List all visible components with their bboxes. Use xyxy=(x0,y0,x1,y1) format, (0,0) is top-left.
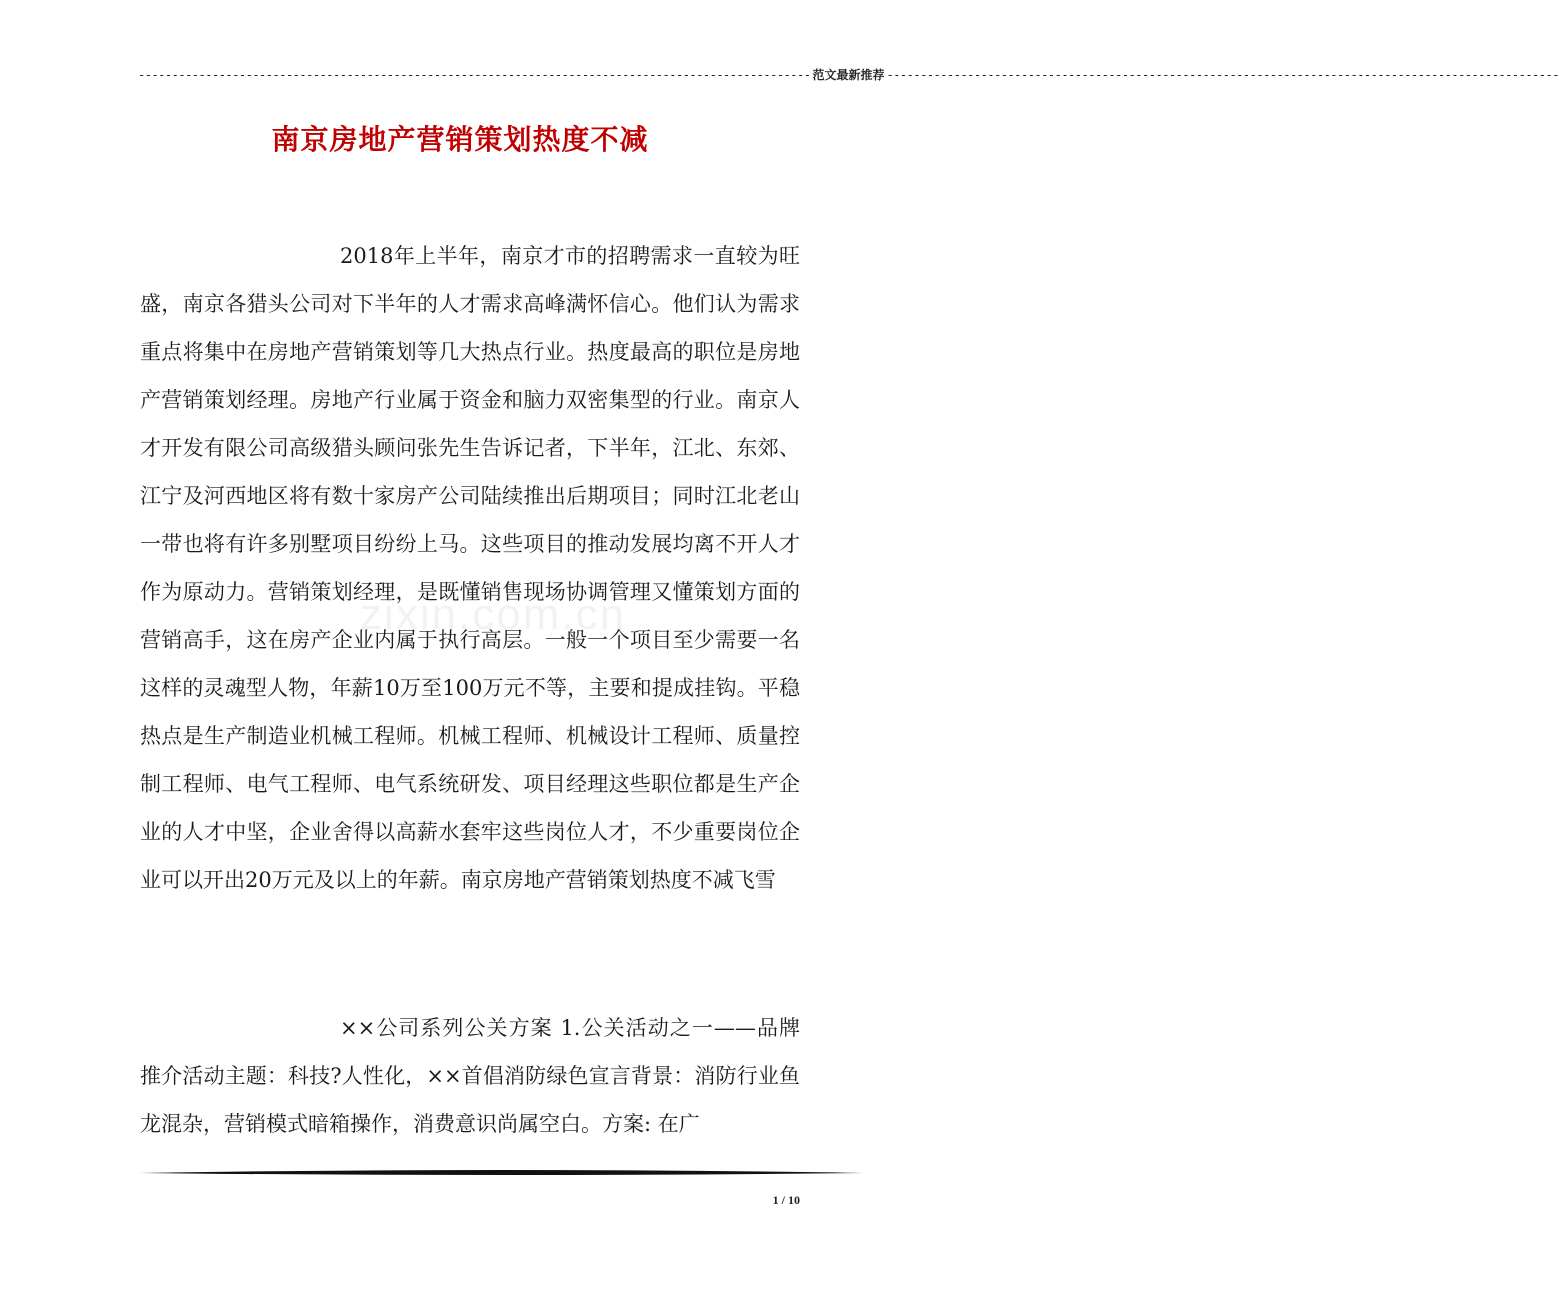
watermark: zixin.com.cn xyxy=(360,590,627,639)
page-number: 1 / 10 xyxy=(772,1193,800,1207)
header-dashes-right: ---------------------------------------------------------------------------------------------------- xyxy=(886,68,1559,82)
body-paragraph-1: 2018年上半年，南京才市的招聘需求一直较为旺盛，南京各猎头公司对下半年的人才需求高峰满怀信心。他们认为需求重点将集中在房地产营销策划等几大热点行业。热度最高的职位是房地产营销策划经理。房地产行业属于资金和脑力双密集型的行业。南京人才开发有限公司高级猎头顾问张先生告诉记者，下半年，江北、东郊、江宁及河西地区将有数十家房产公司陆续推出后期项目；同时江北老山一带也将有许多别墅项目纷纷上马。这些项目的推动发展均离不开人才作为原动力。营销策划经理，是既懂销售现场协调管理又懂策划方面的营销高手，这在房产企业内属于执行高层。一般一个项目至少需要一名这样的灵魂型人物，年薪10万至100万元不等，主要和提成挂钩。平稳热点是生产制造业机械工程师。机械工程师、机械设计工程师、质量控制工程师、电气工程师、电气系统研发、项目经理这些职位都是生产企业的人才中坚，企业舍得以高薪水套牢这些岗位人才，不少重要岗位企业可以开出20万元及以上的年薪。南京房地产营销策划热度不减飞雪 xyxy=(140,244,800,892)
header-dashes-left: ---------------------------------------------------------------------------------------------------- xyxy=(138,68,811,82)
footer-rule xyxy=(140,1168,864,1178)
page-header xyxy=(138,66,1559,84)
document-title: 南京房地产营销策划热度不减 xyxy=(271,123,649,156)
body-paragraph-2: ××公司系列公关方案 1.公关活动之一——品牌推介活动主题：科技?人性化，××首倡消防绿色宣言背景：消防行业鱼龙混杂，营销模式暗箱操作，消费意识尚属空白。方案: 在广 xyxy=(140,1016,800,1136)
header-label: 范文最新推荐 xyxy=(812,68,885,82)
